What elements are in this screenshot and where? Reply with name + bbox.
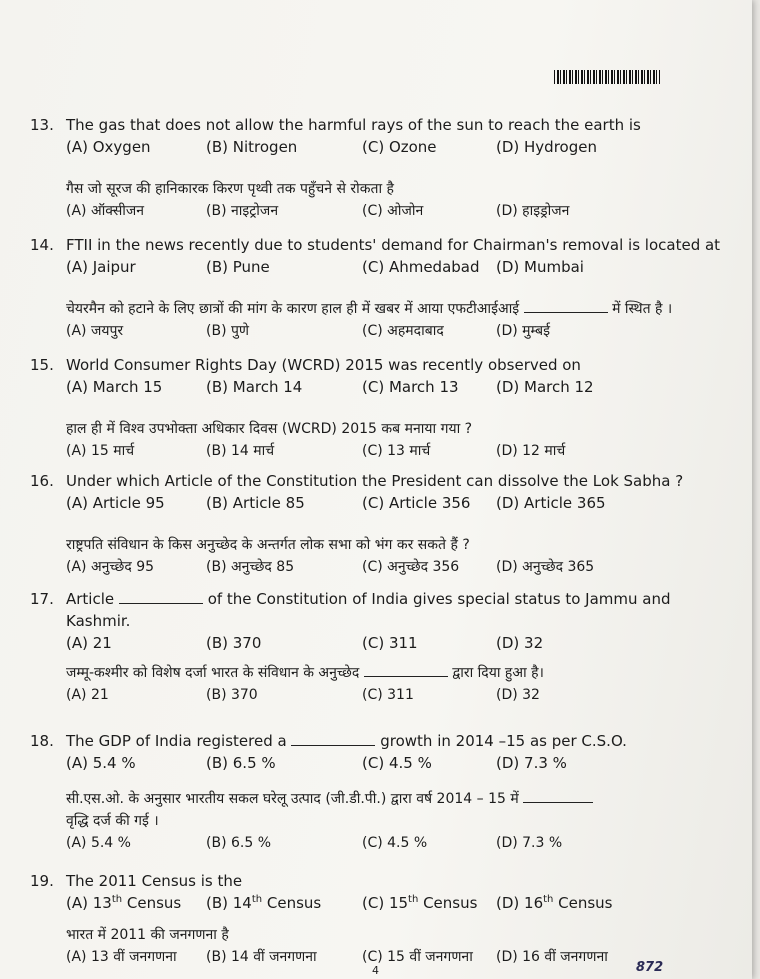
- option-b-hi: (B) 14 मार्च: [206, 443, 275, 459]
- question-19: [30, 870, 720, 968]
- option-a-hi: (A) 15 मार्च: [66, 443, 135, 459]
- question-text-en: World Consumer Rights Day (WCRD) 2015 was recently observed on: [66, 356, 581, 374]
- option-b-hi: (B) 370: [206, 687, 258, 703]
- question-17: [30, 588, 720, 706]
- option-d: (D) Hydrogen: [496, 138, 597, 156]
- option-c: (C) 311: [362, 634, 418, 652]
- option-c-hi: (C) 4.5 %: [362, 835, 428, 851]
- option-d: (D) 32: [496, 634, 544, 652]
- question-text-en-line2: Kashmir.: [66, 612, 131, 630]
- option-b-hi: (B) नाइट्रोजन: [206, 203, 279, 219]
- question-18: [30, 730, 720, 854]
- option-b: (B) Nitrogen: [206, 138, 298, 156]
- question-number: 18.: [30, 732, 54, 750]
- option-c-hi: (C) अहमदाबाद: [362, 323, 444, 339]
- option-b: (B) Pune: [206, 258, 270, 276]
- option-a: (A) Jaipur: [66, 258, 136, 276]
- option-b: (B) 6.5 %: [206, 754, 276, 772]
- question-text-hi-tail: द्वारा दिया हुआ है।: [452, 665, 544, 681]
- question-16: [30, 470, 720, 578]
- question-text-en: The 2011 Census is the: [66, 872, 243, 890]
- option-a-hi: (A) 13 वीं जनगणना: [66, 949, 177, 965]
- question-text-hi: हाल ही में विश्व उपभोक्ता अधिकार दिवस (WCRD) 2015 कब मनाया गया ?: [66, 421, 473, 437]
- question-14: [30, 234, 720, 342]
- option-d-hi: (D) 7.3 %: [496, 835, 563, 851]
- option-a-hi: (A) 5.4 %: [66, 835, 131, 851]
- question-text-en: The gas that does not allow the harmful rays of the sun to reach the earth is: [66, 116, 641, 134]
- page-number: 4: [372, 964, 379, 977]
- question-text-hi-tail: में स्थित है ।: [612, 301, 673, 317]
- option-d: (D) Article 365: [496, 494, 606, 512]
- question-number: 13.: [30, 116, 54, 134]
- option-c-hi: (C) अनुच्छेद 356: [362, 559, 460, 575]
- question-number: 14.: [30, 236, 54, 254]
- option-d-hi: (D) 12 मार्च: [496, 443, 566, 459]
- option-a: (A) 13th Census: [66, 894, 182, 912]
- option-d: (D) 7.3 %: [496, 754, 567, 772]
- option-b-hi: (B) पुणे: [206, 323, 250, 339]
- question-number: 17.: [30, 590, 54, 608]
- barcode: [554, 70, 660, 84]
- answer-blank: [291, 732, 375, 746]
- option-d-hi: (D) हाइड्रोजन: [496, 203, 570, 219]
- option-a-hi: (A) जयपुर: [66, 323, 124, 339]
- answer-blank: [523, 789, 593, 803]
- answer-blank: [524, 299, 608, 313]
- question-text-en-tail: of the Constitution of India gives special status to Jammu and: [207, 590, 671, 608]
- answer-blank: [119, 590, 203, 604]
- option-a: (A) 5.4 %: [66, 754, 136, 772]
- question-text-hi: चेयरमैन को हटाने के लिए छात्रों की मांग के कारण हाल ही में खबर में आया एफटीआईआई: [66, 301, 520, 317]
- question-text-hi-line2: वृद्धि दर्ज की गई ।: [66, 813, 159, 829]
- option-c: (C) March 13: [362, 378, 459, 396]
- option-d: (D) 16th Census: [496, 894, 613, 912]
- option-d-hi: (D) 16 वीं जनगणना: [496, 949, 608, 965]
- option-d: (D) March 12: [496, 378, 594, 396]
- option-b-hi: (B) अनुच्छेद 85: [206, 559, 295, 575]
- question-text-en: Article: [66, 590, 115, 608]
- option-a: (A) Oxygen: [66, 138, 151, 156]
- option-d: (D) Mumbai: [496, 258, 584, 276]
- option-c-hi: (C) 15 वीं जनगणना: [362, 949, 473, 965]
- option-a-hi: (A) अनुच्छेद 95: [66, 559, 155, 575]
- option-b: (B) 14th Census: [206, 894, 322, 912]
- answer-blank: [364, 663, 448, 677]
- option-c: (C) Ozone: [362, 138, 437, 156]
- option-b: (B) Article 85: [206, 494, 305, 512]
- question-number: 19.: [30, 872, 54, 890]
- question-text-hi: जम्मू-कश्मीर को विशेष दर्जा भारत के संविधान के अनुच्छेद: [66, 665, 360, 681]
- question-text-hi: गैस जो सूरज की हानिकारक किरण पृथ्वी तक पहुँचने से रोकता है: [66, 181, 394, 197]
- option-c: (C) Ahmedabad: [362, 258, 480, 276]
- question-text-hi: भारत में 2011 की जनगणना है: [66, 927, 229, 943]
- option-a: (A) March 15: [66, 378, 163, 396]
- option-b: (B) March 14: [206, 378, 303, 396]
- question-13: [30, 114, 720, 222]
- option-d-hi: (D) मुम्बई: [496, 323, 550, 339]
- option-a: (A) 21: [66, 634, 112, 652]
- question-text-hi: राष्ट्रपति संविधान के किस अनुच्छेद के अन्तर्गत लोक सभा को भंग कर सकते हैं ?: [66, 537, 470, 553]
- option-d-hi: (D) अनुच्छेद 365: [496, 559, 595, 575]
- option-b-hi: (B) 14 वीं जनगणना: [206, 949, 317, 965]
- question-text-en: FTII in the news recently due to students' demand for Chairman's removal is located at: [66, 236, 721, 254]
- question-15: [30, 354, 720, 462]
- question-number: 16.: [30, 472, 54, 490]
- option-b: (B) 370: [206, 634, 262, 652]
- option-c-hi: (C) 13 मार्च: [362, 443, 431, 459]
- question-text-en: Under which Article of the Constitution the President can dissolve the Lok Sabha ?: [66, 472, 684, 490]
- question-text-hi: सी.एस.ओ. के अनुसार भारतीय सकल घरेलू उत्पाद (जी.डी.पी.) द्वारा वर्ष 2014 – 15 में: [66, 791, 519, 807]
- question-text-en-tail: growth in 2014 –15 as per C.S.O.: [380, 732, 627, 750]
- question-text-en: The GDP of India registered a: [66, 732, 287, 750]
- option-c: (C) Article 356: [362, 494, 471, 512]
- option-a-hi: (A) 21: [66, 687, 109, 703]
- option-a-hi: (A) ऑक्सीजन: [66, 203, 145, 219]
- option-a: (A) Article 95: [66, 494, 165, 512]
- option-b-hi: (B) 6.5 %: [206, 835, 271, 851]
- option-d-hi: (D) 32: [496, 687, 540, 703]
- option-c-hi: (C) ओजोन: [362, 203, 424, 219]
- handwritten-mark: 872: [636, 960, 664, 975]
- option-c: (C) 4.5 %: [362, 754, 432, 772]
- option-c: (C) 15th Census: [362, 894, 478, 912]
- option-c-hi: (C) 311: [362, 687, 414, 703]
- question-number: 15.: [30, 356, 54, 374]
